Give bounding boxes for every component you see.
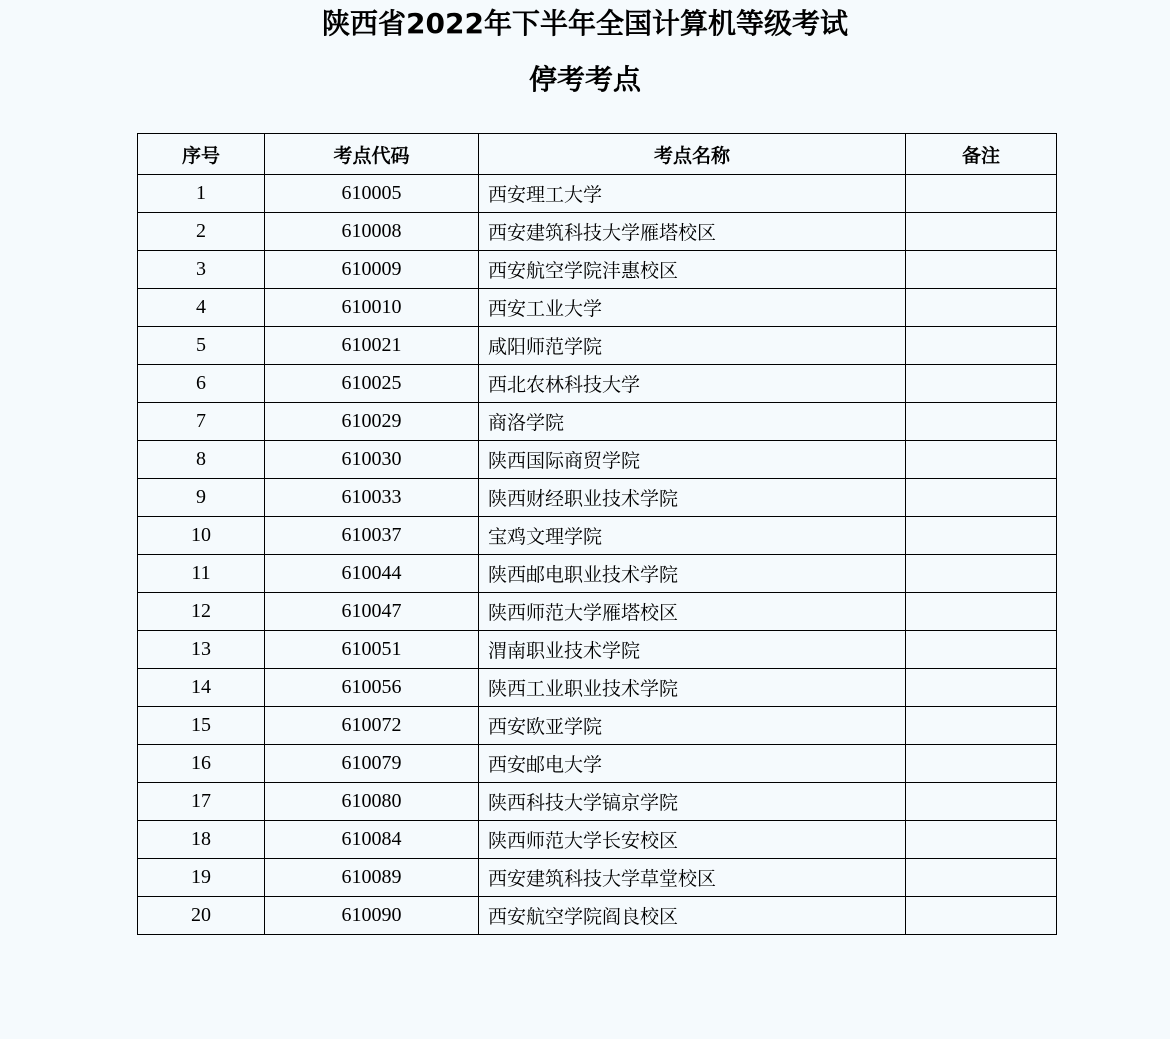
page-subtitle: 停考考点: [528, 63, 641, 96]
cell-site-name: 咸阳师范学院: [479, 327, 906, 365]
cell-site-code: 610047: [265, 593, 479, 631]
cell-site-name: 商洛学院: [479, 403, 906, 441]
cell-index: 1: [138, 175, 265, 213]
cell-site-name: 陕西师范大学雁塔校区: [479, 593, 906, 631]
table-row: [138, 707, 1057, 745]
cell-index: 17: [138, 783, 265, 821]
cell-site-name: 宝鸡文理学院: [479, 517, 906, 555]
table-row: [138, 745, 1057, 783]
cell-site-code: 610008: [265, 213, 479, 251]
cell-remarks: [906, 707, 1057, 745]
column-header-site-name: 考点名称: [479, 134, 906, 175]
cell-remarks: [906, 365, 1057, 403]
cell-remarks: [906, 555, 1057, 593]
cell-site-name: 西安工业大学: [479, 289, 906, 327]
table-header-row: [138, 134, 1057, 175]
cell-remarks: [906, 479, 1057, 517]
table-row: [138, 859, 1057, 897]
cell-remarks: [906, 631, 1057, 669]
cell-site-name: 陕西国际商贸学院: [479, 441, 906, 479]
cell-site-code: 610080: [265, 783, 479, 821]
cell-remarks: [906, 669, 1057, 707]
cell-site-name: 西安建筑科技大学雁塔校区: [479, 213, 906, 251]
table-row: [138, 175, 1057, 213]
cell-index: 14: [138, 669, 265, 707]
cell-index: 6: [138, 365, 265, 403]
cell-index: 18: [138, 821, 265, 859]
cell-site-code: 610056: [265, 669, 479, 707]
cell-site-code: 610044: [265, 555, 479, 593]
cell-index: 2: [138, 213, 265, 251]
cell-site-code: 610021: [265, 327, 479, 365]
table-row: [138, 289, 1057, 327]
cell-remarks: [906, 517, 1057, 555]
cell-site-code: 610037: [265, 517, 479, 555]
cell-remarks: [906, 821, 1057, 859]
table-row: [138, 403, 1057, 441]
cell-remarks: [906, 175, 1057, 213]
cell-index: 7: [138, 403, 265, 441]
cell-index: 4: [138, 289, 265, 327]
table-row: [138, 821, 1057, 859]
cell-site-code: 610090: [265, 897, 479, 935]
cell-site-name: 陕西工业职业技术学院: [479, 669, 906, 707]
cell-remarks: [906, 441, 1057, 479]
table-row: [138, 517, 1057, 555]
cell-site-name: 西安建筑科技大学草堂校区: [479, 859, 906, 897]
cell-remarks: [906, 403, 1057, 441]
cell-site-name: 西安航空学院阎良校区: [479, 897, 906, 935]
cell-site-name: 陕西邮电职业技术学院: [479, 555, 906, 593]
table-body: [138, 175, 1057, 935]
closed-exam-sites-table: [137, 133, 1057, 935]
cell-index: 9: [138, 479, 265, 517]
cell-site-code: 610089: [265, 859, 479, 897]
cell-index: 13: [138, 631, 265, 669]
cell-remarks: [906, 213, 1057, 251]
cell-site-code: 610030: [265, 441, 479, 479]
table-row: [138, 555, 1057, 593]
table-row: [138, 251, 1057, 289]
cell-remarks: [906, 251, 1057, 289]
cell-index: 19: [138, 859, 265, 897]
cell-site-name: 西安邮电大学: [479, 745, 906, 783]
cell-site-code: 610072: [265, 707, 479, 745]
cell-site-code: 610033: [265, 479, 479, 517]
cell-site-code: 610084: [265, 821, 479, 859]
table-row: [138, 365, 1057, 403]
cell-index: 20: [138, 897, 265, 935]
table-row: [138, 783, 1057, 821]
table-row: [138, 631, 1057, 669]
column-header-index: 序号: [138, 134, 265, 175]
table-row: [138, 669, 1057, 707]
cell-site-code: 610010: [265, 289, 479, 327]
cell-site-name: 陕西师范大学长安校区: [479, 821, 906, 859]
cell-site-code: 610025: [265, 365, 479, 403]
cell-site-code: 610005: [265, 175, 479, 213]
table-row: [138, 441, 1057, 479]
cell-index: 8: [138, 441, 265, 479]
table-row: [138, 593, 1057, 631]
cell-index: 3: [138, 251, 265, 289]
table-row: [138, 479, 1057, 517]
cell-index: 11: [138, 555, 265, 593]
column-header-site-code: 考点代码: [265, 134, 479, 175]
cell-remarks: [906, 327, 1057, 365]
cell-remarks: [906, 745, 1057, 783]
cell-site-code: 610009: [265, 251, 479, 289]
cell-index: 5: [138, 327, 265, 365]
cell-remarks: [906, 859, 1057, 897]
cell-site-name: 西安航空学院沣惠校区: [479, 251, 906, 289]
cell-index: 10: [138, 517, 265, 555]
cell-site-code: 610051: [265, 631, 479, 669]
cell-remarks: [906, 897, 1057, 935]
cell-site-name: 西北农林科技大学: [479, 365, 906, 403]
cell-site-name: 陕西财经职业技术学院: [479, 479, 906, 517]
column-header-remarks: 备注: [906, 134, 1057, 175]
cell-index: 12: [138, 593, 265, 631]
table-row: [138, 327, 1057, 365]
cell-site-code: 610079: [265, 745, 479, 783]
page-title: 陕西省2022年下半年全国计算机等级考试: [322, 7, 848, 40]
cell-index: 15: [138, 707, 265, 745]
cell-site-name: 陕西科技大学镐京学院: [479, 783, 906, 821]
cell-index: 16: [138, 745, 265, 783]
cell-remarks: [906, 783, 1057, 821]
cell-remarks: [906, 593, 1057, 631]
cell-remarks: [906, 289, 1057, 327]
cell-site-name: 渭南职业技术学院: [479, 631, 906, 669]
table-header: [138, 134, 1057, 175]
cell-site-name: 西安理工大学: [479, 175, 906, 213]
cell-site-code: 610029: [265, 403, 479, 441]
table-row: [138, 897, 1057, 935]
table-row: [138, 213, 1057, 251]
cell-site-name: 西安欧亚学院: [479, 707, 906, 745]
